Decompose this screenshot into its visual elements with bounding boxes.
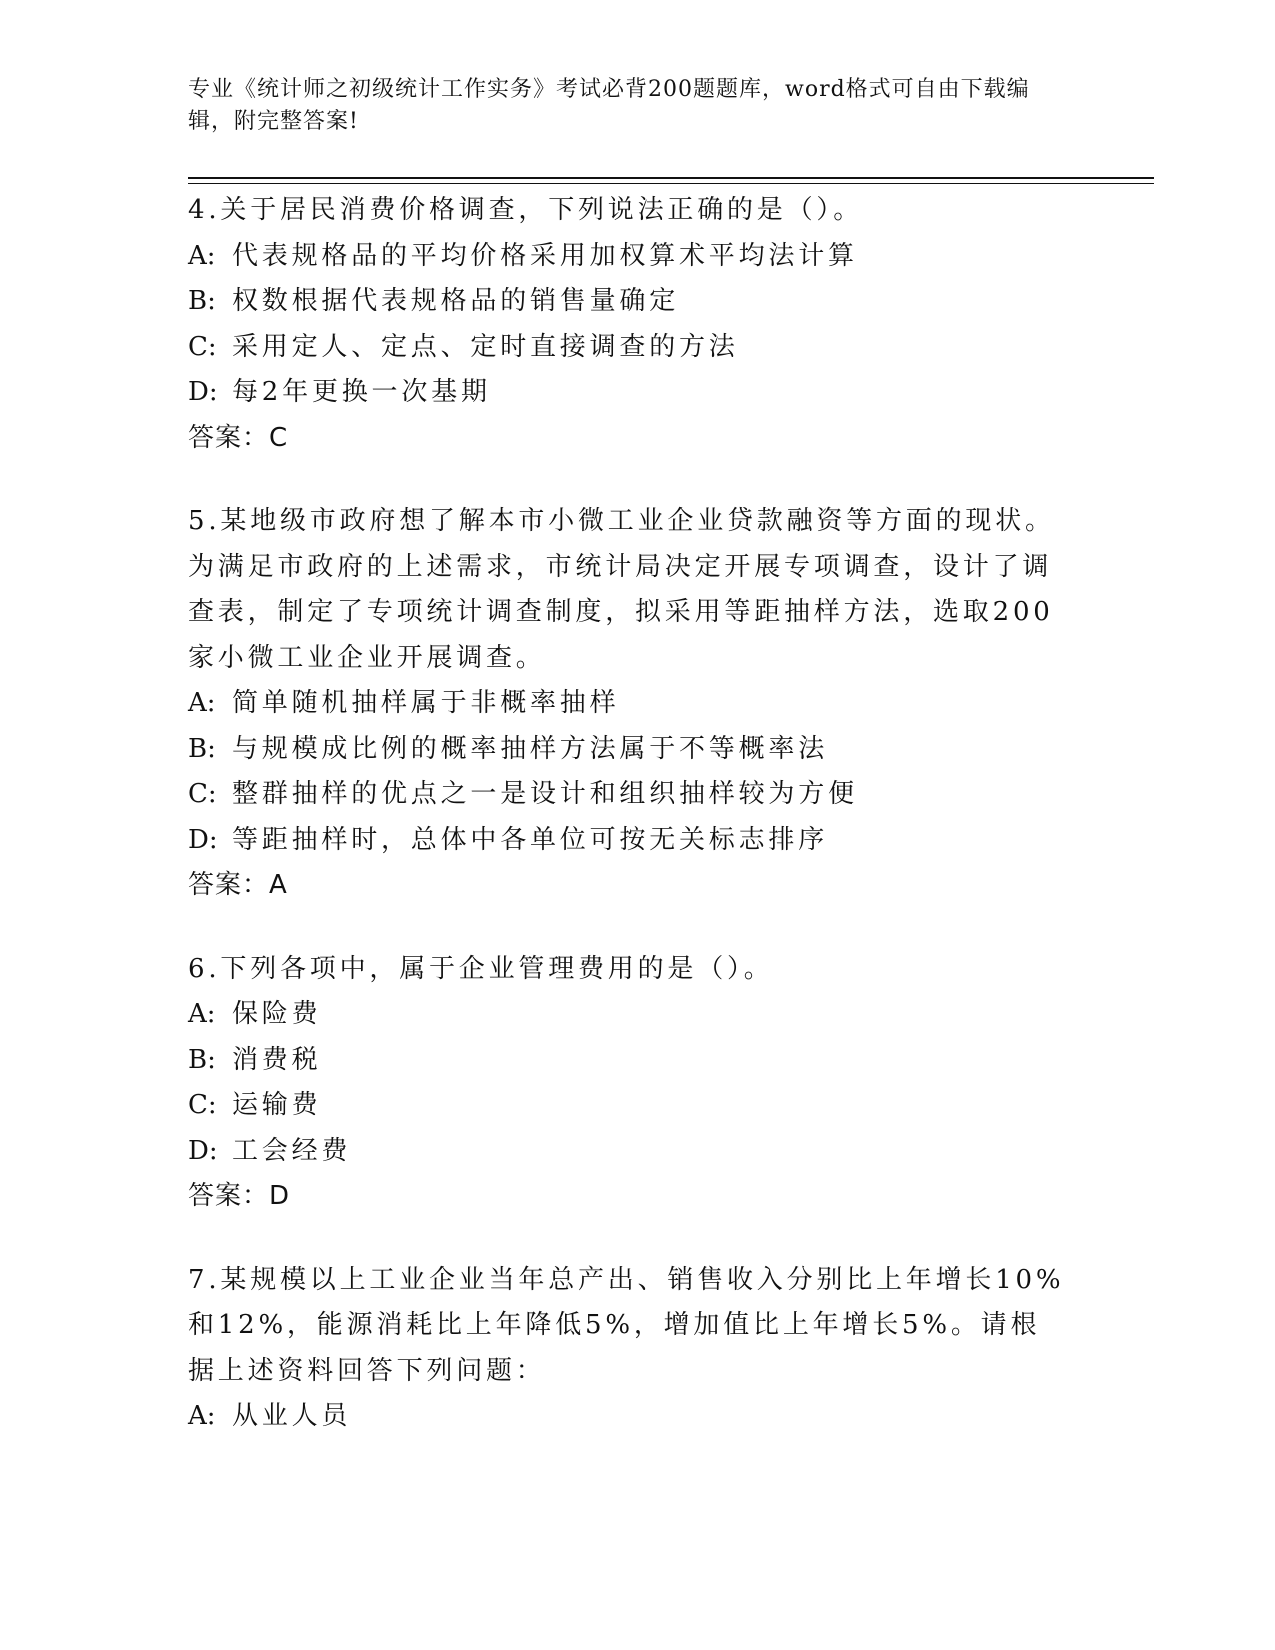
option-b bbox=[188, 1038, 1068, 1084]
document-header bbox=[188, 74, 1068, 138]
option-key: A: bbox=[188, 999, 216, 1029]
option-text: 与规模成比例的概率抽样方法属于不等概率法 bbox=[232, 733, 829, 764]
option-key: B: bbox=[188, 286, 216, 316]
option-key: A: bbox=[188, 1401, 216, 1431]
answer-line: 答案：A bbox=[188, 870, 288, 900]
header-divider-thick bbox=[188, 177, 1154, 179]
option-key: C: bbox=[188, 331, 217, 362]
option-c bbox=[188, 1083, 1068, 1129]
option-key: A: bbox=[188, 240, 216, 271]
option-a bbox=[188, 1394, 1068, 1440]
option-a bbox=[188, 992, 1068, 1038]
option-c bbox=[188, 325, 1068, 371]
option-key: B: bbox=[188, 733, 216, 764]
option-text: 权数根据代表规格品的销售量确定 bbox=[232, 286, 680, 316]
option-text: 运输费 bbox=[232, 1090, 322, 1120]
option-text: 每2年更换一次基期 bbox=[232, 377, 491, 407]
answer-line: 答案：C bbox=[188, 422, 289, 453]
header-divider-thin bbox=[188, 183, 1154, 184]
option-key: B: bbox=[188, 1044, 216, 1075]
header-title: 专业《统计师之初级统计工作实务》考试必背200题题库，word格式可自由下载编辑，附完整答案! bbox=[188, 77, 1030, 134]
option-text: 简单随机抽样属于非概率抽样 bbox=[232, 688, 620, 718]
option-text: 整群抽样的优点之一是设计和组织抽样较为方便 bbox=[232, 779, 858, 809]
option-key: D: bbox=[188, 377, 218, 407]
question-4 bbox=[188, 188, 1068, 461]
answer-line: 答案：D bbox=[188, 1181, 291, 1211]
option-d bbox=[188, 818, 1068, 864]
option-a bbox=[188, 681, 1068, 727]
option-c bbox=[188, 772, 1068, 818]
option-text: 采用定人、定点、定时直接调查的方法 bbox=[232, 331, 739, 362]
option-key: C: bbox=[188, 1090, 217, 1120]
question-7 bbox=[188, 1258, 1068, 1440]
option-key: D: bbox=[188, 1135, 218, 1166]
question-5 bbox=[188, 499, 1068, 909]
option-b bbox=[188, 727, 1068, 773]
option-b bbox=[188, 279, 1068, 325]
question-stem: 7.某规模以上工业企业当年总产出、销售收入分别比上年增长10%和12%，能源消耗比上年降低5%，增加值比上年增长5%。请根据上述资料回答下列问题： bbox=[188, 1264, 1065, 1386]
option-a bbox=[188, 234, 1068, 280]
option-d bbox=[188, 1129, 1068, 1175]
option-text: 保险费 bbox=[232, 999, 322, 1029]
question-list bbox=[188, 188, 1068, 1478]
question-stem: 5.某地级市政府想了解本市小微工业企业贷款融资等方面的现状。为满足市政府的上述需求，市统计局决定开展专项调查，设计了调查表，制定了专项统计调查制度，拟采用等距抽样方法，选取200家小微工业企业开展调查。 bbox=[188, 506, 1055, 673]
question-stem: 6.下列各项中，属于企业管理费用的是（）。 bbox=[188, 953, 774, 984]
option-text: 代表规格品的平均价格采用加权算术平均法计算 bbox=[232, 240, 858, 271]
question-stem: 4.关于居民消费价格调查，下列说法正确的是（）。 bbox=[188, 195, 864, 225]
option-text: 从业人员 bbox=[232, 1401, 352, 1431]
option-key: D: bbox=[188, 824, 218, 855]
option-text: 等距抽样时，总体中各单位可按无关标志排序 bbox=[232, 824, 829, 855]
option-text: 消费税 bbox=[232, 1044, 322, 1075]
option-text: 工会经费 bbox=[232, 1135, 352, 1166]
option-key: C: bbox=[188, 779, 217, 809]
option-d bbox=[188, 370, 1068, 416]
question-6 bbox=[188, 947, 1068, 1220]
option-key: A: bbox=[188, 688, 216, 718]
